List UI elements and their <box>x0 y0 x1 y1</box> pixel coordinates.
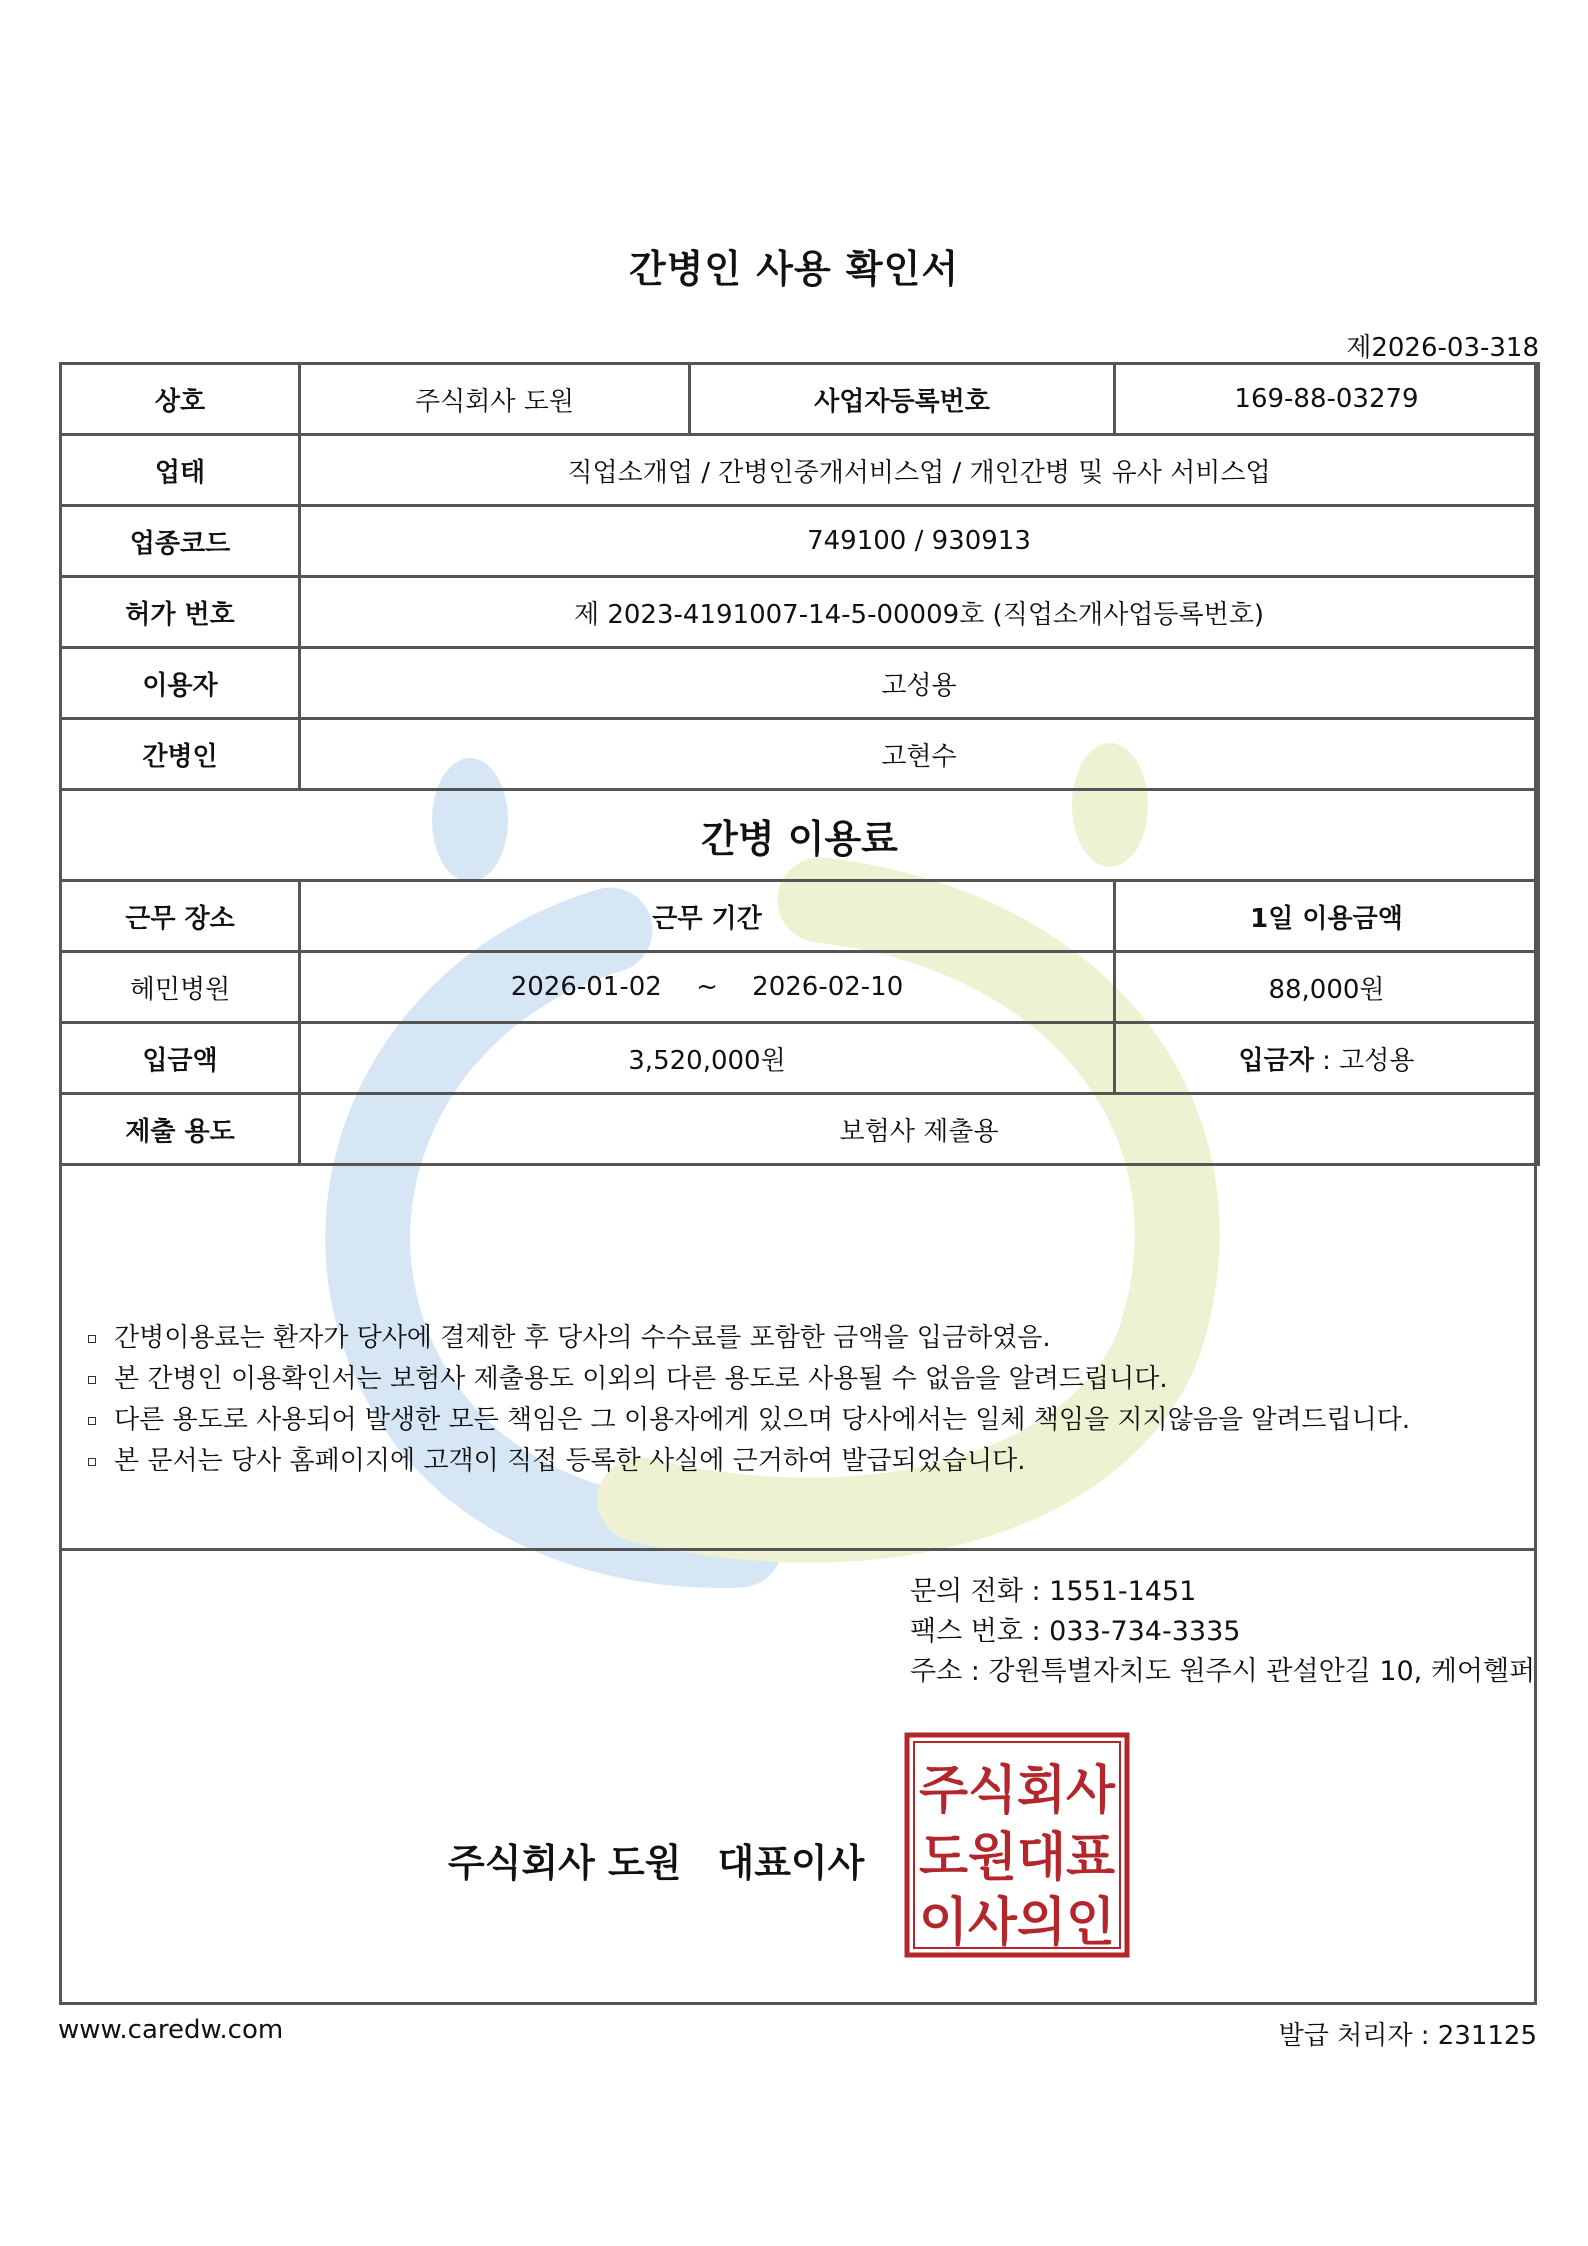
depositor-separator: : <box>1313 1045 1340 1076</box>
section-divider <box>59 1548 1537 1551</box>
notice-text: 간병이용료는 환자가 당사에 결제한 후 당사의 수수료를 포함한 금액을 입금하였음. <box>114 1323 1051 1353</box>
depositor-cell <box>1115 1023 1539 1094</box>
deposit-value: 3,520,000원 <box>300 1023 1115 1094</box>
signature-company: 주식회사 도원 <box>448 1841 682 1885</box>
period-separator: ~ <box>696 972 718 1002</box>
seal-line-3: 이사의인 <box>919 1893 1115 1953</box>
contact-phone: 문의 전화 : 1551-1451 <box>910 1576 1197 1607</box>
deposit-label: 입금액 <box>61 1023 300 1094</box>
place-label: 근무 장소 <box>61 881 300 952</box>
square-bullet-icon <box>88 1335 96 1343</box>
square-bullet-icon <box>88 1376 96 1384</box>
list-item <box>88 1400 1410 1441</box>
depositor-label: 입금자 <box>1238 1045 1314 1076</box>
company-label: 상호 <box>61 364 300 435</box>
notice-text: 본 문서는 당사 홈페이지에 고객이 직접 등록한 사실에 근거하여 발급되었습니다. <box>114 1446 1026 1476</box>
table-row <box>61 790 1539 881</box>
fee-section-title: 간병 이용료 <box>61 790 1539 881</box>
confirmation-table <box>59 362 1540 1166</box>
list-item <box>88 1441 1410 1482</box>
period-label: 근무 기간 <box>300 881 1115 952</box>
seal-line-1: 주식회사 <box>919 1761 1116 1821</box>
contact-fax: 팩스 번호 : 033-734-3335 <box>910 1616 1241 1647</box>
table-row <box>61 435 1539 506</box>
signature-title: 대표이사 <box>717 1841 865 1885</box>
company-value: 주식회사 도원 <box>300 364 690 435</box>
table-row <box>61 1094 1539 1165</box>
industry-code-value: 749100 / 930913 <box>300 506 1539 577</box>
industry-code-label: 업종코드 <box>61 506 300 577</box>
place-value: 헤민병원 <box>61 952 300 1023</box>
depositor-value: 고성용 <box>1339 1045 1415 1076</box>
business-type-value: 직업소개업 / 간병인중개서비스업 / 개인간병 및 유사 서비스업 <box>300 435 1539 506</box>
permit-label: 허가 번호 <box>61 577 300 648</box>
notice-text: 본 간병인 이용확인서는 보험사 제출용도 이외의 다른 용도로 사용될 수 없음을 알려드립니다. <box>114 1364 1168 1394</box>
square-bullet-icon <box>88 1417 96 1425</box>
daily-fee-value: 88,000원 <box>1115 952 1539 1023</box>
table-row <box>61 1023 1539 1094</box>
table-row <box>61 364 1539 435</box>
table-row <box>61 506 1539 577</box>
document-title: 간병인 사용 확인서 <box>628 247 960 291</box>
contact-info <box>910 1572 1535 1692</box>
caregiver-label: 간병인 <box>61 719 300 790</box>
bizno-label: 사업자등록번호 <box>690 364 1115 435</box>
table-row <box>61 719 1539 790</box>
issuer-info: 발급 처리자 : 231125 <box>1278 2021 1537 2051</box>
square-bullet-icon <box>88 1458 96 1466</box>
website-link[interactable]: www.caredw.com <box>58 2015 284 2045</box>
period-end: 2026-02-10 <box>752 972 904 1002</box>
table-row <box>61 577 1539 648</box>
table-row <box>61 881 1539 952</box>
daily-fee-label: 1일 이용금액 <box>1115 881 1539 952</box>
table-row <box>61 648 1539 719</box>
contact-address: 주소 : 강원특별자치도 원주시 관설안길 10, 케어헬퍼 <box>910 1656 1536 1687</box>
document-number: 제2026-03-318 <box>1346 333 1539 363</box>
purpose-label: 제출 용도 <box>61 1094 300 1165</box>
notice-list <box>88 1318 1410 1482</box>
purpose-value: 보험사 제출용 <box>300 1094 1539 1165</box>
notice-text: 다른 용도로 사용되어 발생한 모든 책임은 그 이용자에게 있으며 당사에서는 일체 책임을 지지않음을 알려드립니다. <box>114 1405 1411 1435</box>
user-label: 이용자 <box>61 648 300 719</box>
period-value <box>300 952 1115 1023</box>
period-start: 2026-01-02 <box>510 972 662 1002</box>
business-type-label: 업태 <box>61 435 300 506</box>
caregiver-value: 고현수 <box>300 719 1539 790</box>
permit-value: 제 2023-4191007-14-5-00009호 (직업소개사업등록번호) <box>300 577 1539 648</box>
company-seal <box>904 1732 1130 1958</box>
signature-line <box>448 1832 864 1887</box>
user-value: 고성용 <box>300 648 1539 719</box>
table-row <box>61 952 1539 1023</box>
list-item <box>88 1359 1410 1400</box>
seal-line-2: 도원대표 <box>919 1828 1115 1888</box>
list-item <box>88 1318 1410 1359</box>
bizno-value: 169-88-03279 <box>1115 364 1539 435</box>
